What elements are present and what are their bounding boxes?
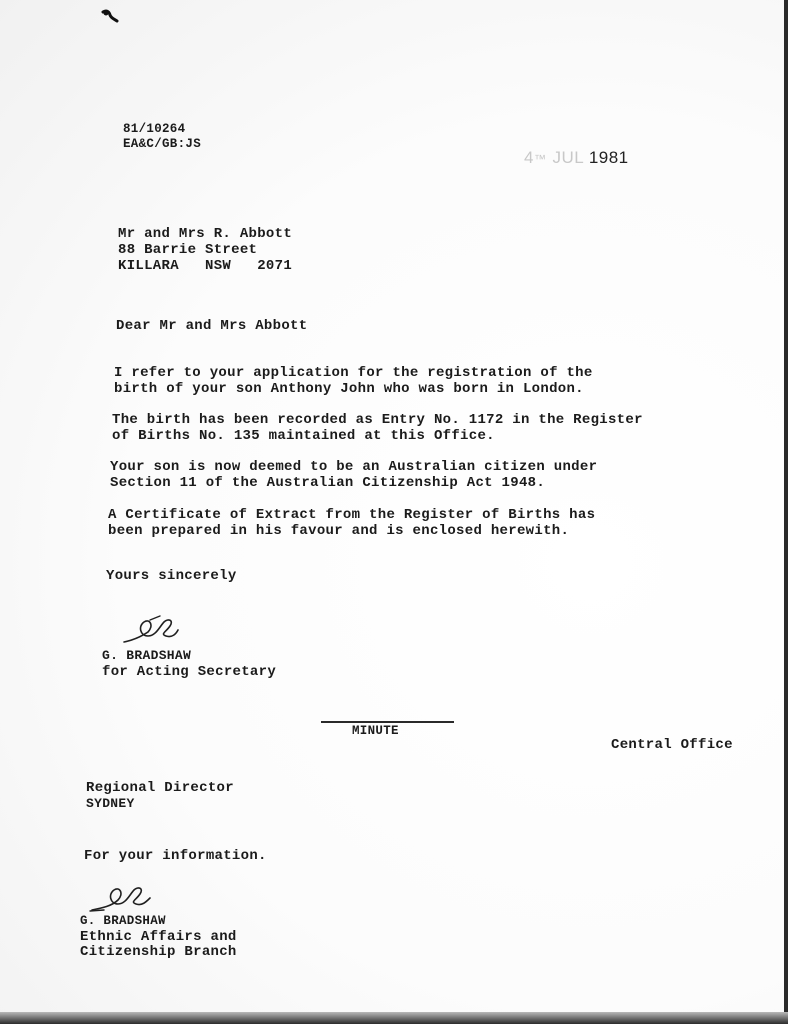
minute-branch-line2: Citizenship Branch [80, 944, 237, 960]
paragraph-1: I refer to your application for the registration of the birth of your son Anthony John who was born in London. [114, 365, 593, 397]
pen-mark-icon [100, 7, 122, 30]
date-stamp-day: 4 [524, 148, 534, 167]
date-stamp-month: JUL [552, 148, 584, 167]
signatory-block [102, 648, 276, 680]
reference-initials: EA&C/GB:JS [123, 137, 202, 151]
minute-heading: MINUTE [352, 724, 399, 738]
minute-to-city: SYDNEY [86, 796, 135, 811]
minute-branch-line1: Ethnic Affairs and [80, 929, 237, 945]
minute-to-title: Regional Director [86, 780, 234, 796]
paragraph-2: The birth has been recorded as Entry No. 1172 in the Register of Births No. 135 maintained at this Office. [112, 412, 643, 444]
date-stamp: 4™ JUL 1981 [524, 148, 629, 167]
page-edge-bottom [0, 1012, 788, 1024]
date-stamp-year: 1981 [588, 148, 629, 167]
signatory-title: for Acting Secretary [102, 664, 277, 680]
minute-office: Central Office [611, 737, 733, 753]
paragraph-3: Your son is now deemed to be an Australian citizen under Section 11 of the Australian Citizenship Act 1948. [110, 459, 598, 491]
recipient-address [118, 226, 292, 274]
closing: Yours sincerely [106, 568, 237, 584]
signature-1 [120, 612, 182, 648]
minute-note: For your information. [84, 848, 267, 864]
minute-rule [321, 721, 454, 723]
signature-2 [88, 880, 154, 914]
signatory-name: G. BRADSHAW [102, 648, 192, 663]
minute-signatory-block [80, 914, 237, 960]
minute-signatory-name: G. BRADSHAW [80, 914, 166, 928]
file-number: 81/10264 [123, 122, 186, 136]
recipient-name: Mr and Mrs R. Abbott [118, 226, 293, 242]
paragraph-4: A Certificate of Extract from the Register of Births has been prepared in his favour and is enclosed herewith. [108, 507, 596, 539]
recipient-street: 88 Barrie Street [118, 242, 258, 258]
salutation: Dear Mr and Mrs Abbott [116, 318, 308, 334]
recipient-locality: KILLARA NSW 2071 [118, 258, 293, 274]
minute-recipient [86, 780, 234, 812]
reference-block [123, 122, 201, 152]
page-edge-right [784, 0, 788, 1024]
